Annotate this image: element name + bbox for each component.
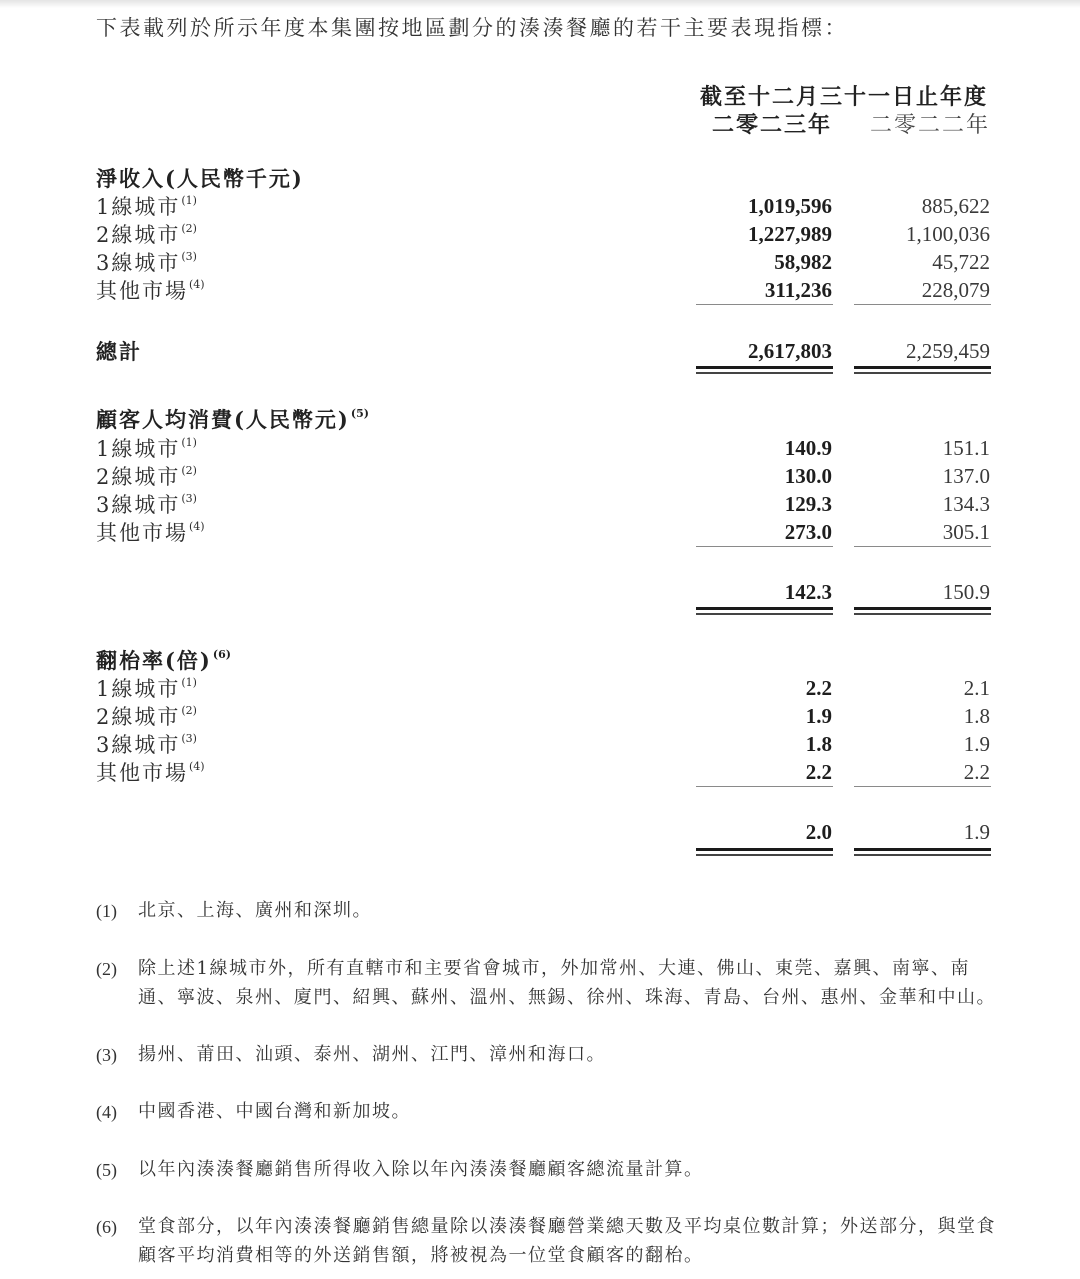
- footnote-number: (4): [96, 1102, 117, 1122]
- total-double-rule: [696, 607, 833, 610]
- value-2023: 2.2: [805, 760, 832, 784]
- row-label: [96, 701, 197, 731]
- value-2022: 305.1: [942, 520, 990, 544]
- footnote-text: 以年內湊湊餐廳銷售所得收入除以年內湊湊餐廳顧客總流量計算。: [138, 1159, 704, 1180]
- total-2022: 1.9: [963, 820, 990, 844]
- footnote-text: 北京、上海、廣州和深圳。: [138, 900, 372, 921]
- total-double-rule: [854, 366, 991, 369]
- value-2023: 140.9: [784, 436, 832, 460]
- row-label: [96, 729, 197, 759]
- value-2022: 228,079: [921, 278, 990, 302]
- footnote-ref: (2): [181, 222, 197, 235]
- section-title-text: 顧客人均消費(人民幣元): [96, 407, 350, 432]
- total-2022: 150.9: [942, 580, 990, 604]
- row-label: [96, 433, 197, 463]
- subtotal-rule: [854, 304, 991, 305]
- row-label-text: 其他市場: [96, 279, 188, 303]
- value-2022: 1.8: [963, 704, 990, 728]
- footnote-ref: (6): [212, 648, 231, 661]
- top-shadow: [0, 0, 1080, 8]
- intro-text: 下表載列於所示年度本集團按地區劃分的湊湊餐廳的若干主要表現指標：: [96, 16, 848, 40]
- row-label: [96, 219, 197, 249]
- value-2022: 45,722: [932, 250, 990, 274]
- value-2022: 2.1: [963, 676, 990, 700]
- value-2022: 1.9: [963, 732, 990, 756]
- row-label-text: 2線城市: [96, 223, 181, 247]
- total-label: 總計: [96, 339, 142, 364]
- footnote-ref: (1): [181, 676, 197, 689]
- value-2022: 151.1: [942, 436, 990, 460]
- value-2022: 1,100,036: [906, 222, 990, 246]
- value-2023: 129.3: [784, 492, 832, 516]
- total-2023: 142.3: [784, 580, 832, 604]
- section-title: [96, 163, 304, 193]
- value-2022: 134.3: [942, 492, 990, 516]
- total-2023: 2.0: [805, 820, 832, 844]
- footnote-ref: (2): [181, 464, 197, 477]
- section-title-text: 淨收入(人民幣千元): [96, 166, 304, 191]
- total-2022: 2,259,459: [906, 339, 990, 363]
- footnote-ref: (3): [181, 250, 197, 263]
- row-label-text: 1線城市: [96, 195, 181, 219]
- value-2022: 2.2: [963, 760, 990, 784]
- value-2022: 885,622: [921, 194, 990, 218]
- value-2023: 1.9: [805, 704, 832, 728]
- footnote-ref: (1): [181, 436, 197, 449]
- year-2023-header: 二零二三年: [711, 112, 832, 138]
- footnote-number: (2): [96, 959, 117, 979]
- period-header: 截至十二月三十一日止年度: [699, 84, 988, 110]
- row-label-text: 3線城市: [96, 251, 181, 275]
- footnote-ref: (5): [350, 407, 369, 420]
- row-label-text: 1線城市: [96, 437, 181, 461]
- row-label-text: 3線城市: [96, 493, 181, 517]
- row-label: [96, 673, 197, 703]
- footnote-ref: (3): [181, 492, 197, 505]
- row-label-text: 其他市場: [96, 761, 188, 785]
- row-label: [96, 275, 205, 305]
- footnote-ref: (1): [181, 194, 197, 207]
- value-2023: 2.2: [805, 676, 832, 700]
- total-double-rule: [696, 366, 833, 369]
- value-2023: 273.0: [784, 520, 832, 544]
- row-label-text: 2線城市: [96, 705, 181, 729]
- row-label: [96, 757, 205, 787]
- footnote-ref: (4): [189, 520, 205, 533]
- footnote-text: 揚州、莆田、汕頭、泰州、湖州、江門、漳州和海口。: [138, 1044, 606, 1065]
- value-2023: 1,019,596: [748, 194, 832, 218]
- footnote-text: 中國香港、中國台灣和新加坡。: [138, 1101, 411, 1122]
- row-label-text: 其他市場: [96, 521, 188, 545]
- row-label: [96, 461, 197, 491]
- footnote-number: (1): [96, 901, 117, 921]
- total-2023: 2,617,803: [748, 339, 832, 363]
- row-label: [96, 247, 197, 277]
- subtotal-rule: [696, 786, 833, 787]
- row-label: [96, 191, 197, 221]
- footnote-number: (5): [96, 1160, 117, 1180]
- value-2023: 311,236: [764, 278, 832, 302]
- row-label-text: 1線城市: [96, 677, 181, 701]
- total-double-rule: [854, 848, 991, 851]
- footnote-number: (3): [96, 1045, 117, 1065]
- total-double-rule: [696, 848, 833, 851]
- value-2023: 1.8: [805, 732, 832, 756]
- footnote-text: 堂食部分，以年內湊湊餐廳銷售總量除以湊湊餐廳營業總天數及平均桌位數計算；外送部分，與堂食顧客平均消費相等的外送銷售額，將被視為一位堂食顧客的翻枱。: [138, 1216, 996, 1266]
- subtotal-rule: [696, 546, 833, 547]
- footnote-ref: (2): [181, 704, 197, 717]
- value-2022: 137.0: [942, 464, 990, 488]
- footnote-number: (6): [96, 1217, 117, 1237]
- footnote-text: 除上述1線城市外，所有直轄市和主要省會城市，外加常州、大連、佛山、東莞、嘉興、南寧、南通、寧波、泉州、廈門、紹興、蘇州、溫州、無錫、徐州、珠海、青島、台州、惠州、金華和中山。: [138, 958, 996, 1008]
- row-label-text: 3線城市: [96, 733, 181, 757]
- footnote-ref: (3): [181, 732, 197, 745]
- section-title-text: 翻枱率(倍): [96, 648, 212, 673]
- subtotal-rule: [854, 786, 991, 787]
- value-2023: 58,982: [774, 250, 832, 274]
- footnote-ref: (4): [189, 760, 205, 773]
- subtotal-rule: [696, 304, 833, 305]
- subtotal-rule: [854, 546, 991, 547]
- section-title: [96, 404, 369, 434]
- footnote-ref: (4): [189, 278, 205, 291]
- value-2023: 1,227,989: [748, 222, 832, 246]
- row-label: [96, 489, 197, 519]
- total-double-rule: [854, 607, 991, 610]
- row-label-text: 2線城市: [96, 465, 181, 489]
- section-title: [96, 645, 231, 675]
- value-2023: 130.0: [784, 464, 832, 488]
- year-2022-header: 二零二二年: [869, 113, 990, 138]
- row-label: [96, 517, 205, 547]
